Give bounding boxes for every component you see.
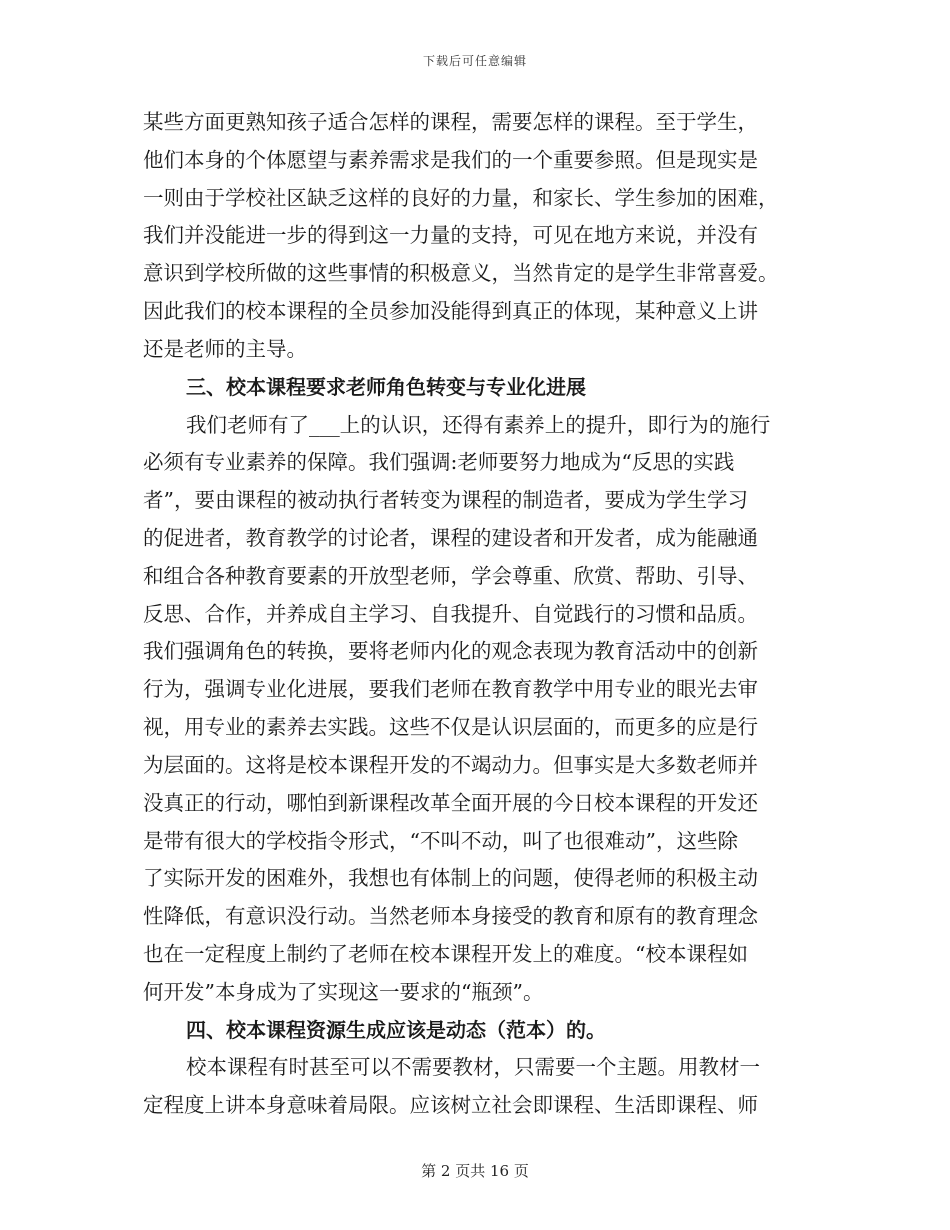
body-text-line: 没真正的行动，哪怕到新课程改革全面开展的今日校本课程的开发还 [143,791,758,815]
body-text-line: 为层面的。这将是校本课程开发的不竭动力。但事实是大多数老师并 [143,753,758,777]
body-text-line: 性降低，有意识没行动。当然老师本身接受的教育和原有的教育理念 [143,904,758,928]
body-text-line: 还是老师的主导。 [143,337,307,361]
body-text-line: 一则由于学校社区缺乏这样的良好的力量，和家长、学生参加的困难， [143,186,779,210]
body-text-line: 因此我们的校本课程的全员参加没能得到真正的体现，某种意义上讲 [143,299,758,323]
body-text-line: 某些方面更熟知孩子适合怎样的课程，需要怎样的课程。至于学生， [143,110,758,134]
body-text-line: 了实际开发的困难外，我想也有体制上的问题，使得老师的积极主动 [143,866,758,890]
body-text-line: 和组合各种教育要素的开放型老师，学会尊重、欣赏、帮助、引导、 [143,564,758,588]
body-text-line: 行为，强调专业化进展，要我们老师在教育教学中用专业的眼光去审 [143,677,758,701]
body-text-line: 视，用专业的素养去实践。这些不仅是认识层面的，而更多的应是行 [143,715,758,739]
page-footer: 第 2 页共 16 页 [421,1162,529,1180]
body-text-line: 校本课程有时甚至可以不需要教材，只需要一个主题。用教材一 [186,1055,760,1079]
body-text-line: 是带有很大的学校指令形式，“不叫不动，叫了也很难动”，这些除 [143,829,738,853]
body-text-line: 也在一定程度上制约了老师在校本课程开发上的难度。“校本课程如 [143,942,748,966]
body-text-line: 反思、合作，并养成自主学习、自我提升、自觉践行的习惯和品质。 [143,602,758,626]
body-text-line: 我们强调角色的转换，要将老师内化的观念表现为教育活动中的创新 [143,639,758,663]
section-heading-3: 三、校本课程要求老师角色转变与专业化进展 [186,375,586,399]
body-text-line: 何开发”本身成为了实现这一要求的“瓶颈”。 [143,980,544,1004]
body-text-line: 他们本身的个体愿望与素养需求是我们的一个重要参照。但是现实是 [143,148,758,172]
body-text-line: 者”，要由课程的被动执行者转变为课程的制造者，要成为学生学习 [143,488,748,512]
body-text-line: 必须有专业素养的保障。我们强调:老师要努力地成为“反思的实践 [143,450,735,474]
body-text-line: 意识到学校所做的这些事情的积极意义，当然肯定的是学生非常喜爱。 [143,261,779,285]
body-text-line: 的促进者，教育教学的讨论者，课程的建设者和开发者，成为能融通 [143,526,758,550]
body-text-line: 我们并没能进一步的得到这一力量的支持，可见在地方来说，并没有 [143,223,758,247]
page-header: 下载后可任意编辑 [422,54,527,68]
section-heading-4: 四、校本课程资源生成应该是动态（范本）的。 [186,1018,606,1042]
body-text-line: 定程度上讲本身意味着局限。应该树立社会即课程、生活即课程、师 [143,1093,758,1117]
body-text-line: 我们老师有了___上的认识，还得有素养上的提升，即行为的施行 [186,413,771,437]
